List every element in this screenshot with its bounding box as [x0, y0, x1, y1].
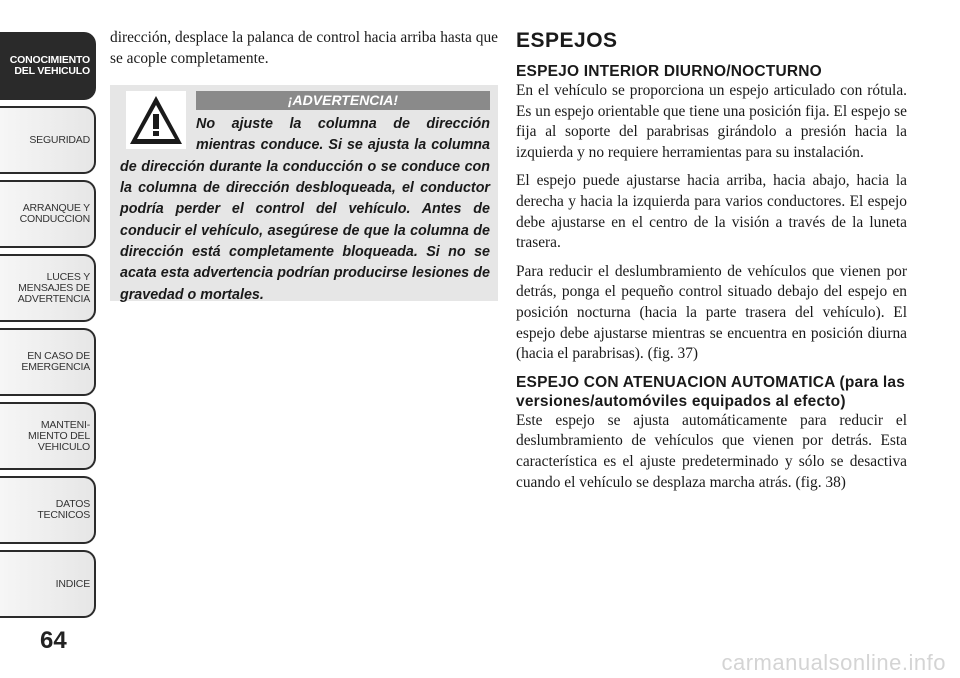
tab-label: DATOS TECNICOS	[37, 498, 90, 521]
warning-text: No ajuste la columna de dirección mientras conduce. Si se ajusta la columna de dirección durante la conducción o se conduce con la columna de dirección desbloqueada, el conductor podría perder el control del vehículo. Antes de conducir el vehículo, asegúrese de que la columna de dirección está completamente bloqueada. Si no se acata esta advertencia podrían producirse lesiones de gravedad o mortales.	[120, 116, 490, 303]
right-column	[516, 28, 907, 501]
tab-conocimiento-del-vehiculo[interactable]	[0, 32, 96, 100]
warning-box	[110, 85, 498, 301]
paragraph: El espejo puede ajustarse hacia arriba, hacia abajo, hacia la derecha y hacia la izquierda para varios conductores. El espejo debe ajustarse en el centro de la visión a través de la luneta trasera.	[516, 172, 907, 252]
tab-en-caso-de-emergencia[interactable]	[0, 328, 96, 396]
tab-seguridad[interactable]	[0, 106, 96, 174]
paragraph: Este espejo se ajusta automáticamente para reducir el deslumbramiento de vehículos que vienen por detrás. Esta característica es el ajuste predeterminado y sólo se desactiva cuando el vehículo se desplaza marcha atrás. (fig. 38)	[516, 411, 907, 491]
section-title: ESPEJOS	[516, 29, 618, 52]
tab-label: MANTENI- MIENTO DEL VEHICULO	[28, 418, 90, 453]
tab-label: INDICE	[55, 577, 90, 590]
tab-label: LUCES Y MENSAJES DE ADVERTENCIA	[17, 270, 90, 305]
warning-triangle-icon	[126, 91, 186, 149]
warning-title: ¡ADVERTENCIA!	[196, 91, 490, 110]
watermark: carmanualsonline.info	[721, 650, 946, 675]
left-column	[110, 28, 498, 301]
paragraph: En el vehículo se proporciona un espejo articulado con rótula. Es un espejo orientable que tiene una posición fija. El espejo se fija al soporte del parabrisas girándolo a presión hacia la izquierda y no requiere herramientas para su instalación.	[516, 82, 907, 161]
chapter-tabs	[0, 0, 97, 678]
tab-label: CONOCIMIENTO DEL VEHICULO	[9, 54, 90, 77]
page-number: 64	[40, 627, 67, 654]
tab-luces-y-mensajes[interactable]	[0, 254, 96, 322]
tab-datos-tecnicos[interactable]	[0, 476, 96, 544]
tab-indice[interactable]	[0, 550, 96, 618]
subsection-title-auto-dimming-mirror: ESPEJO CON ATENUACION AUTOMATICA (para las versiones/automóviles equipados al efecto)	[516, 373, 906, 410]
tab-label: SEGURIDAD	[29, 133, 90, 146]
intro-paragraph: dirección, desplace la palanca de control hacia arriba hasta que se acople completamente.	[110, 29, 498, 67]
paragraph: Para reducir el deslumbramiento de vehículos que vienen por detrás, ponga el pequeño control situado debajo del espejo en posición nocturna (hacia la parte trasera del vehículo). El espejo debe ajustarse mientras se encuentra en posición diurna (hacia el parabrisas). (fig. 37)	[516, 262, 907, 363]
subsection-title-interior-mirror: ESPEJO INTERIOR DIURNO/NOCTURNO	[516, 63, 822, 80]
tab-label: ARRANQUE Y CONDUCCION	[19, 202, 90, 225]
tab-label: EN CASO DE EMERGENCIA	[21, 350, 90, 373]
tab-mantenimiento[interactable]	[0, 402, 96, 470]
tab-arranque-y-conduccion[interactable]	[0, 180, 96, 248]
